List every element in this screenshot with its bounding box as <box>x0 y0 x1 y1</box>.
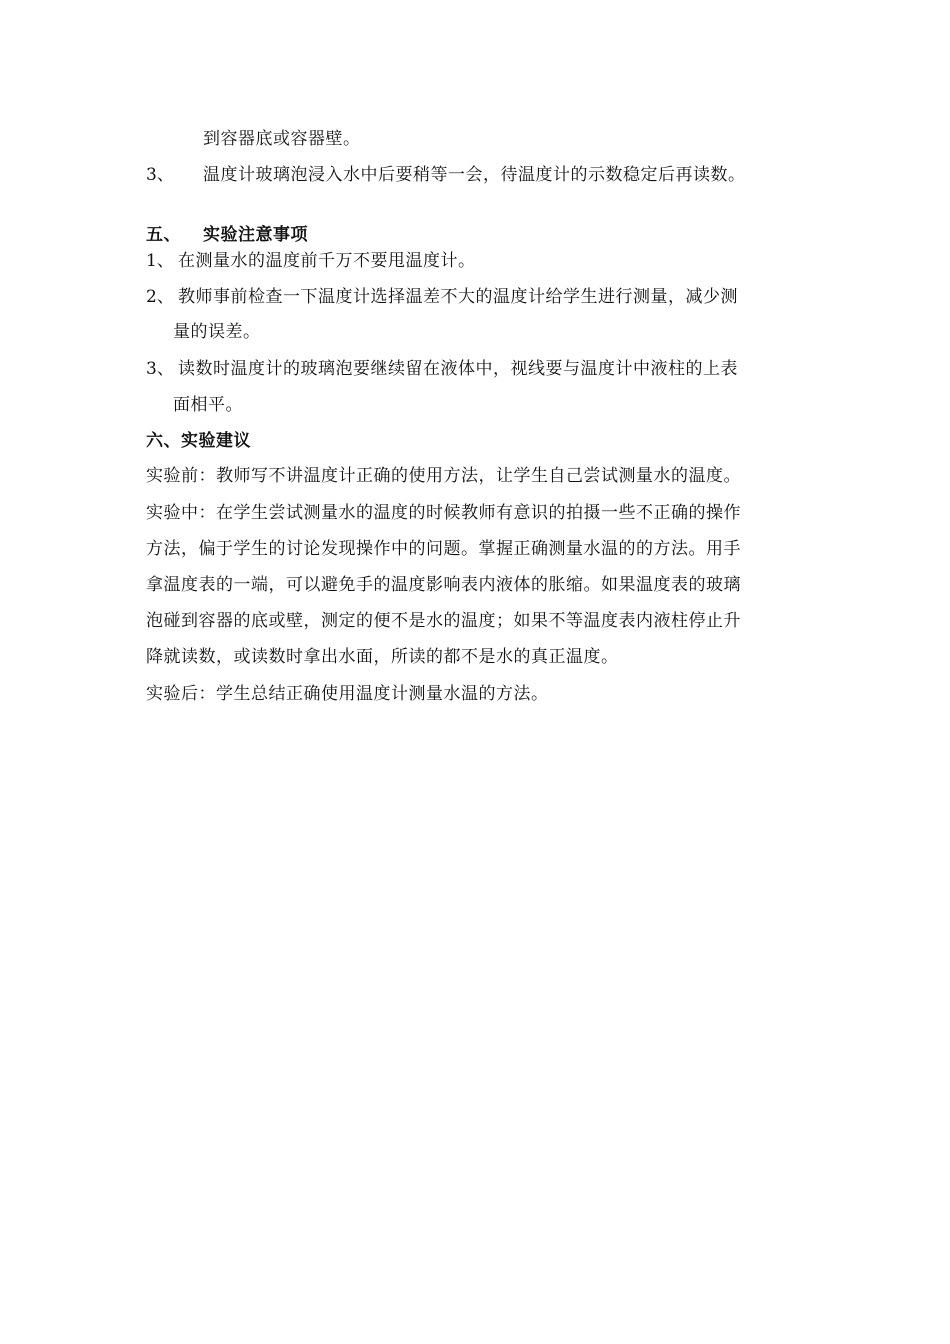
section5-item2-number: 2、 <box>146 287 174 307</box>
prev-item3-number: 3、 <box>146 165 174 185</box>
section6-title: 六、实验建议 <box>146 431 251 451</box>
section6-during-line1: 实验中：在学生尝试测量水的温度的时候教师有意识的拍摄一些不正确的操作 <box>146 503 741 523</box>
section6-during-line5: 降就读数，或读数时拿出水面，所读的都不是水的真正温度。 <box>146 647 619 667</box>
section5-item1-number: 1、 <box>146 251 174 271</box>
section5-item3-line2: 面相平。 <box>173 395 243 415</box>
section6-during-line4: 泡碰到容器的底或壁，测定的便不是水的温度；如果不等温度表内液柱停止升 <box>146 611 741 631</box>
prev-item2-continuation: 到容器底或容器壁。 <box>203 129 361 149</box>
section6-before: 实验前：教师写不讲温度计正确的使用方法，让学生自己尝试测量水的温度。 <box>146 466 741 486</box>
section5-item3-line1: 读数时温度计的玻璃泡要继续留在液体中，视线要与温度计中液柱的上表 <box>178 359 738 379</box>
section6-during-line3: 拿温度表的一端，可以避免手的温度影响表内液体的胀缩。如果温度表的玻璃 <box>146 575 741 595</box>
section6-after: 实验后：学生总结正确使用温度计测量水温的方法。 <box>146 684 549 704</box>
section5-item1-text: 在测量水的温度前千万不要甩温度计。 <box>178 251 476 271</box>
prev-item3-text: 温度计玻璃泡浸入水中后要稍等一会，待温度计的示数稳定后再读数。 <box>203 165 746 185</box>
section5-number: 五、 <box>146 225 181 245</box>
section5-title: 实验注意事项 <box>203 225 308 245</box>
section5-item2-line1: 教师事前检查一下温度计选择温差不大的温度计给学生进行测量，减少测 <box>178 287 738 307</box>
section5-item2-line2: 量的误差。 <box>173 322 261 342</box>
section5-item3-number: 3、 <box>146 359 174 379</box>
section6-during-line2: 方法，偏于学生的讨论发现操作中的问题。掌握正确测量水温的的方法。用手 <box>146 539 741 559</box>
